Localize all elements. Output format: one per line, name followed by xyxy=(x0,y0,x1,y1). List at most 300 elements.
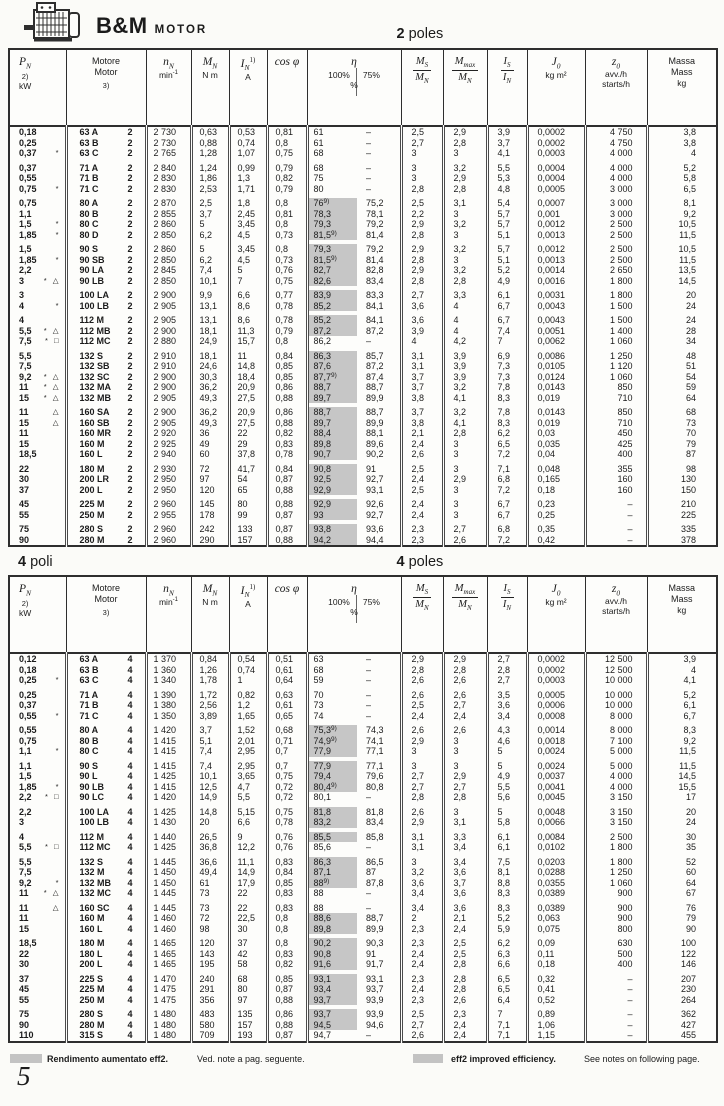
moment-of-inertia: 0,048 xyxy=(527,464,585,475)
motor-row xyxy=(9,817,717,828)
max-torque-ratio: 3,6 xyxy=(443,867,487,878)
starting-current-ratio: 4,9 xyxy=(487,771,527,782)
rated-current: 54 xyxy=(229,474,267,485)
rated-speed: 1 465 xyxy=(146,938,191,949)
starting-current-ratio: 7,2 xyxy=(487,449,527,460)
power-factor: 0,79 xyxy=(267,163,307,174)
rated-torque: 195 xyxy=(191,959,229,970)
power-factor: 0,8 xyxy=(267,913,307,924)
power-factor: 0,79 xyxy=(267,326,307,337)
starts-per-hour: – xyxy=(585,984,647,995)
motor-row xyxy=(9,1020,717,1031)
starting-current-ratio: 6,8 xyxy=(487,474,527,485)
efficiency-75: 79,2 xyxy=(366,219,384,229)
starts-per-hour: 2 650 xyxy=(585,265,647,276)
starting-torque-ratio: 3,1 xyxy=(401,842,443,853)
rated-torque: 49,4 xyxy=(191,867,229,878)
mass-kg: 68 xyxy=(647,407,717,418)
starts-per-hour: – xyxy=(585,1030,647,1042)
rated-current: 4,5 xyxy=(229,230,267,241)
moment-of-inertia: 0,0124 xyxy=(527,372,585,383)
rated-speed: 1 480 xyxy=(146,1020,191,1031)
starting-torque-ratio: 4 xyxy=(401,336,443,347)
mass-kg: 3,8 xyxy=(647,126,717,138)
efficiency-100: 89,7 xyxy=(307,418,357,429)
max-torque-ratio: 4,1 xyxy=(443,393,487,404)
efficiency-75: 87,2 xyxy=(366,325,384,336)
mass-kg: 59 xyxy=(647,382,717,393)
efficiency-100: 68 xyxy=(307,148,357,159)
power-kw: 2,2 xyxy=(19,806,32,817)
power-kw: 0,75 xyxy=(19,735,37,746)
header-starts-per-hour: $z_0$ avv./h starts/h xyxy=(585,49,647,126)
motor-row xyxy=(9,725,717,736)
power-factor: 0,85 xyxy=(267,372,307,383)
starts-per-hour: 2 500 xyxy=(585,255,647,266)
starting-torque-ratio: 2,8 xyxy=(401,255,443,266)
rated-current: 11,1 xyxy=(229,857,267,868)
header-starting-torque-ratio: $\frac{M_S}{M_N}$ xyxy=(401,49,443,126)
rated-torque: 1,26 xyxy=(191,665,229,676)
max-torque-ratio: 3 xyxy=(443,761,487,772)
moment-of-inertia: 0,035 xyxy=(527,439,585,450)
starting-current-ratio: 5 xyxy=(487,761,527,772)
header-inertia: $J_0$ kg m² xyxy=(527,49,585,126)
efficiency-75: 83,4 xyxy=(366,817,384,827)
rated-torque: 5,1 xyxy=(191,736,229,747)
starting-torque-ratio: 3 xyxy=(401,163,443,174)
rated-current: 2,95 xyxy=(229,746,267,757)
starts-per-hour: 1 120 xyxy=(585,361,647,372)
power-kw: 0,18 xyxy=(19,664,37,675)
starting-torque-ratio: 3 xyxy=(401,857,443,868)
rated-speed: 1 415 xyxy=(146,782,191,793)
motor-size: 71 A 2 xyxy=(66,163,146,174)
starting-torque-ratio: 2,4 xyxy=(401,711,443,722)
motor-size: 132 S 2 xyxy=(66,351,146,362)
efficiency-100: 93,4 xyxy=(307,984,357,995)
efficiency-75: 94,4 xyxy=(366,534,384,545)
starting-torque-ratio: 2,5 xyxy=(401,198,443,209)
mass-kg: 146 xyxy=(647,959,717,970)
motor-size: 71 C 4 xyxy=(66,711,146,722)
motor-size: 71 B 4 xyxy=(66,700,146,711)
motor-row xyxy=(9,301,717,312)
motor-row xyxy=(9,761,717,772)
moment-of-inertia: 0,18 xyxy=(527,485,585,496)
starting-current-ratio: 5,7 xyxy=(487,219,527,230)
rated-current: 20,9 xyxy=(229,407,267,418)
efficiency-75: 89,9 xyxy=(366,392,384,403)
mass-kg: 20 xyxy=(647,290,717,301)
max-torque-ratio: 3,4 xyxy=(443,857,487,868)
moment-of-inertia: 0,019 xyxy=(527,393,585,404)
power-factor: 0,61 xyxy=(267,700,307,711)
starting-torque-ratio: 2,6 xyxy=(401,449,443,460)
starting-torque-ratio: 3,6 xyxy=(401,878,443,889)
efficiency-75: 84,1 xyxy=(366,315,384,325)
efficiency-75: 88,7 xyxy=(366,913,384,923)
rated-current: 1,65 xyxy=(229,711,267,722)
motor-row xyxy=(9,439,717,450)
max-torque-ratio: 2,8 xyxy=(443,974,487,985)
starting-torque-ratio: 2,3 xyxy=(401,535,443,547)
efficiency-75: – xyxy=(366,902,372,913)
starts-per-hour: 3 150 xyxy=(585,807,647,818)
efficiency-100: 79,3 xyxy=(307,219,357,230)
efficiency-100: 89,8 xyxy=(307,924,357,935)
power-kw: 9,2 * △ xyxy=(19,371,61,382)
rated-speed: 1 450 xyxy=(146,867,191,878)
efficiency-100: 88 xyxy=(307,888,357,899)
power-kw: 5,5 xyxy=(19,350,32,361)
max-torque-ratio: 2,4 xyxy=(443,924,487,935)
moment-of-inertia: 0,0048 xyxy=(527,807,585,818)
motor-size: 63 C 4 xyxy=(66,675,146,686)
starting-torque-ratio: 3,1 xyxy=(401,351,443,362)
motor-size: 112 MC 2 xyxy=(66,336,146,347)
mass-kg: 20 xyxy=(647,807,717,818)
motor-size: 100 LA 2 xyxy=(66,290,146,301)
motor-row xyxy=(9,173,717,184)
efficiency-75: – xyxy=(366,842,372,852)
power-kw: 0,75 * xyxy=(19,183,61,194)
rated-current: 2,01 xyxy=(229,736,267,747)
motor-row xyxy=(9,913,717,924)
moment-of-inertia: 0,0003 xyxy=(527,675,585,686)
power-kw: 110 xyxy=(19,1030,34,1040)
efficiency-100: 89,7 xyxy=(307,393,357,404)
mass-kg: 30 xyxy=(647,832,717,843)
max-torque-ratio: 2,9 xyxy=(443,126,487,138)
mass-kg: 28 xyxy=(647,326,717,337)
rated-speed: 1 425 xyxy=(146,771,191,782)
power-kw: 2,2 xyxy=(19,265,32,275)
motor-table-4-poles xyxy=(8,575,718,1043)
max-torque-ratio: 2,6 xyxy=(443,690,487,701)
max-torque-ratio: 3,2 xyxy=(443,407,487,418)
starting-current-ratio: 2,7 xyxy=(487,653,527,665)
efficiency-100: 85,2 xyxy=(307,315,357,326)
power-kw: 45 xyxy=(19,984,30,994)
starting-current-ratio: 3,7 xyxy=(487,138,527,149)
mass-kg: 13,5 xyxy=(647,265,717,276)
motor-row xyxy=(9,148,717,159)
table-body xyxy=(9,653,717,1042)
rated-current: 12,2 xyxy=(229,842,267,853)
rated-torque: 73 xyxy=(191,888,229,899)
rated-torque: 0,88 xyxy=(191,138,229,149)
motor-size: 160 MR 2 xyxy=(66,428,146,439)
starting-current-ratio: 7,5 xyxy=(487,857,527,868)
moment-of-inertia: 0,18 xyxy=(527,959,585,970)
motor-row xyxy=(9,138,717,149)
starting-torque-ratio: 3,2 xyxy=(401,867,443,878)
efficiency-75: – xyxy=(366,654,372,664)
power-factor: 0,7 xyxy=(267,746,307,757)
legend-english-bold: eff2 improved efficiency. xyxy=(451,1053,556,1064)
power-kw: 5,5 * □ xyxy=(19,842,61,852)
rated-current: 5,5 xyxy=(229,792,267,803)
mass-kg: 17 xyxy=(647,792,717,803)
motor-size: 132 MA 2 xyxy=(66,382,146,393)
rated-torque: 12,5 xyxy=(191,782,229,793)
motor-size: 160 L 4 xyxy=(66,924,146,935)
motor-size: 80 B 4 xyxy=(66,736,146,747)
motor-size: 132 MB 2 xyxy=(66,393,146,404)
rated-torque: 36,8 xyxy=(191,842,229,853)
moment-of-inertia: 0,0016 xyxy=(527,276,585,287)
efficiency-75: 74,1 xyxy=(366,735,384,746)
rated-torque: 6,2 xyxy=(191,230,229,241)
rated-current: 135 xyxy=(229,1009,267,1020)
starts-per-hour: 4 000 xyxy=(585,771,647,782)
rated-speed: 1 475 xyxy=(146,995,191,1006)
motor-row xyxy=(9,372,717,383)
efficiency-75: 83,3 xyxy=(366,290,384,300)
mass-kg: 10,5 xyxy=(647,219,717,230)
rated-speed: 1 460 xyxy=(146,913,191,924)
moment-of-inertia: 0,165 xyxy=(527,474,585,485)
starting-current-ratio: 5,5 xyxy=(487,163,527,174)
header-torque: $M_N$ N m xyxy=(191,49,229,126)
rated-current: 0,54 xyxy=(229,653,267,665)
starts-per-hour: 5 000 xyxy=(585,746,647,757)
rated-speed: 1 420 xyxy=(146,725,191,736)
efficiency-75: 91 xyxy=(366,463,377,474)
motor-size: 90 LC 4 xyxy=(66,792,146,803)
power-factor: 0,78 xyxy=(267,301,307,312)
mass-kg: 5,2 xyxy=(647,163,717,174)
rated-current: 27,5 xyxy=(229,393,267,404)
efficiency-100: 74 xyxy=(307,711,357,722)
max-torque-ratio: 2,9 xyxy=(443,771,487,782)
efficiency-100: 92,9 xyxy=(307,499,357,510)
rated-speed: 2 830 xyxy=(146,173,191,184)
efficiency-100: 82,7 xyxy=(307,265,357,276)
rated-torque: 2,56 xyxy=(191,700,229,711)
motor-row xyxy=(9,290,717,301)
starting-current-ratio: 5,1 xyxy=(487,230,527,241)
rated-torque: 1,72 xyxy=(191,690,229,701)
header-efficiency: η 100% 75% % xyxy=(307,49,401,126)
power-kw: 7,5 * □ xyxy=(19,336,61,346)
power-kw: 37 xyxy=(19,484,30,495)
rated-speed: 1 360 xyxy=(146,665,191,676)
motor-row xyxy=(9,315,717,326)
starts-per-hour: 160 xyxy=(585,485,647,496)
motor-size: 71 B 2 xyxy=(66,173,146,184)
efficiency-100: 94,2 xyxy=(307,535,357,547)
mass-kg: 378 xyxy=(647,535,717,547)
power-factor: 0,87 xyxy=(267,1030,307,1042)
starts-per-hour: – xyxy=(585,995,647,1006)
rated-current: 42 xyxy=(229,949,267,960)
efficiency-75: 93,1 xyxy=(366,484,384,495)
rated-speed: 2 850 xyxy=(146,230,191,241)
starting-current-ratio: 7,2 xyxy=(487,485,527,496)
starting-current-ratio: 8,3 xyxy=(487,418,527,429)
rated-current: 41,7 xyxy=(229,464,267,475)
starting-current-ratio: 5,6 xyxy=(487,792,527,803)
efficiency-100: 93,7 xyxy=(307,995,357,1006)
power-kw: 30 xyxy=(19,474,30,484)
moment-of-inertia: 0,0003 xyxy=(527,148,585,159)
starting-current-ratio: 6,2 xyxy=(487,428,527,439)
efficiency-100: 63 xyxy=(307,653,357,665)
max-torque-ratio: 2,8 xyxy=(443,428,487,439)
efficiency-100: 88 xyxy=(307,903,357,914)
efficiency-100: 90,7 xyxy=(307,449,357,460)
starting-current-ratio: 5,7 xyxy=(487,244,527,255)
starts-per-hour: 2 500 xyxy=(585,244,647,255)
rated-speed: 1 465 xyxy=(146,959,191,970)
efficiency-100: 77,9 xyxy=(307,746,357,757)
starting-current-ratio: 5 xyxy=(487,746,527,757)
starting-torque-ratio: 2,5 xyxy=(401,485,443,496)
power-factor: 0,88 xyxy=(267,499,307,510)
motor-size: 100 LB 2 xyxy=(66,301,146,312)
starts-per-hour: – xyxy=(585,524,647,535)
moment-of-inertia: 0,0008 xyxy=(527,711,585,722)
rated-current: 15,7 xyxy=(229,336,267,347)
starts-per-hour: 8 000 xyxy=(585,725,647,736)
efficiency-100: 89,8 xyxy=(307,439,357,450)
power-kw: 1,85 * xyxy=(19,229,61,240)
starting-current-ratio: 8,8 xyxy=(487,878,527,889)
motor-size: 63 B 4 xyxy=(66,665,146,676)
starting-current-ratio: 6,7 xyxy=(487,301,527,312)
starting-torque-ratio: 2,7 xyxy=(401,771,443,782)
rated-torque: 7,4 xyxy=(191,761,229,772)
starting-torque-ratio: 2,7 xyxy=(401,138,443,149)
starting-torque-ratio: 2,3 xyxy=(401,938,443,949)
mass-kg: 4 xyxy=(647,148,717,159)
max-torque-ratio: 3 xyxy=(443,255,487,266)
starting-current-ratio: 7 xyxy=(487,1009,527,1020)
efficiency-75: 82,8 xyxy=(366,265,384,275)
rated-torque: 72 xyxy=(191,464,229,475)
rated-torque: 36 xyxy=(191,428,229,439)
power-factor: 0,75 xyxy=(267,771,307,782)
motor-row xyxy=(9,230,717,241)
footer-legend xyxy=(0,1052,724,1068)
efficiency-100: 76$^{9)}$ xyxy=(307,198,357,209)
rated-current: 133 xyxy=(229,524,267,535)
moment-of-inertia: 0,0288 xyxy=(527,867,585,878)
max-torque-ratio: 2,9 xyxy=(443,653,487,665)
rated-torque: 178 xyxy=(191,510,229,521)
rated-speed: 1 450 xyxy=(146,878,191,889)
efficiency-100: 87,1 xyxy=(307,867,357,878)
power-kw: 7,5 xyxy=(19,361,32,371)
moment-of-inertia: 0,0084 xyxy=(527,832,585,843)
power-factor: 0,73 xyxy=(267,230,307,241)
motor-size: 200 L 4 xyxy=(66,959,146,970)
starts-per-hour: 425 xyxy=(585,439,647,450)
efficiency-75: 79,6 xyxy=(366,771,384,781)
mass-kg: 79 xyxy=(647,439,717,450)
power-factor: 0,75 xyxy=(267,148,307,159)
max-torque-ratio: 2,8 xyxy=(443,184,487,195)
starting-torque-ratio: 2,6 xyxy=(401,690,443,701)
mass-kg: 79 xyxy=(647,913,717,924)
starts-per-hour: 2 500 xyxy=(585,832,647,843)
starting-torque-ratio: 2,4 xyxy=(401,984,443,995)
brand-title xyxy=(96,13,207,39)
power-factor: 0,78 xyxy=(267,315,307,326)
efficiency-100: 59 xyxy=(307,675,357,686)
max-torque-ratio: 2,8 xyxy=(443,276,487,287)
power-kw: 15 △ xyxy=(19,417,61,428)
rated-speed: 1 480 xyxy=(146,1030,191,1042)
starting-current-ratio: 5,3 xyxy=(487,173,527,184)
starting-current-ratio: 5,2 xyxy=(487,913,527,924)
motor-row xyxy=(9,351,717,362)
max-torque-ratio: 3 xyxy=(443,464,487,475)
rated-current: 5 xyxy=(229,265,267,276)
starts-per-hour: 900 xyxy=(585,903,647,914)
rated-speed: 1 470 xyxy=(146,974,191,985)
efficiency-100: 75 xyxy=(307,173,357,184)
power-kw: 9,2 * xyxy=(19,877,61,888)
efficiency-75: 74,3 xyxy=(366,725,384,735)
power-kw: 15 xyxy=(19,438,30,449)
motor-row xyxy=(9,499,717,510)
mass-kg: 6,1 xyxy=(647,700,717,711)
mass-kg: 70 xyxy=(647,428,717,439)
efficiency-75: 91,7 xyxy=(366,959,384,969)
rated-speed: 2 900 xyxy=(146,372,191,383)
rated-current: 14,9 xyxy=(229,867,267,878)
motor-row xyxy=(9,675,717,686)
power-factor: 0,78 xyxy=(267,817,307,828)
starts-per-hour: – xyxy=(585,535,647,547)
power-factor: 0,84 xyxy=(267,867,307,878)
power-factor: 0,88 xyxy=(267,418,307,429)
motor-row xyxy=(9,464,717,475)
motor-row xyxy=(9,407,717,418)
rated-torque: 72 xyxy=(191,913,229,924)
mass-kg: 11,5 xyxy=(647,255,717,266)
moment-of-inertia: 0,0002 xyxy=(527,665,585,676)
max-torque-ratio: 2,3 xyxy=(443,1009,487,1020)
power-kw: 15 * △ xyxy=(19,392,61,403)
starting-torque-ratio: 2,1 xyxy=(401,428,443,439)
motor-row xyxy=(9,474,717,485)
starting-current-ratio: 6,2 xyxy=(487,938,527,949)
starts-per-hour: 3 000 xyxy=(585,209,647,220)
efficiency-75: 90,2 xyxy=(366,449,384,459)
section-title-2-poles: 2 poles xyxy=(396,26,444,42)
max-torque-ratio: 2,7 xyxy=(443,700,487,711)
efficiency-75: – xyxy=(366,700,372,710)
rated-torque: 1,24 xyxy=(191,163,229,174)
efficiency-75: 77,1 xyxy=(366,760,384,771)
starting-current-ratio: 3,4 xyxy=(487,711,527,722)
rated-current: 27,5 xyxy=(229,418,267,429)
starts-per-hour: 400 xyxy=(585,449,647,460)
starts-per-hour: 12 500 xyxy=(585,665,647,676)
header-power-factor: cos φ xyxy=(267,576,307,653)
mass-kg: 130 xyxy=(647,474,717,485)
rated-torque: 120 xyxy=(191,485,229,496)
moment-of-inertia: 0,019 xyxy=(527,418,585,429)
motor-size: 160 M 4 xyxy=(66,913,146,924)
max-torque-ratio: 4 xyxy=(443,326,487,337)
starts-per-hour: 850 xyxy=(585,382,647,393)
starts-per-hour: 8 000 xyxy=(585,711,647,722)
